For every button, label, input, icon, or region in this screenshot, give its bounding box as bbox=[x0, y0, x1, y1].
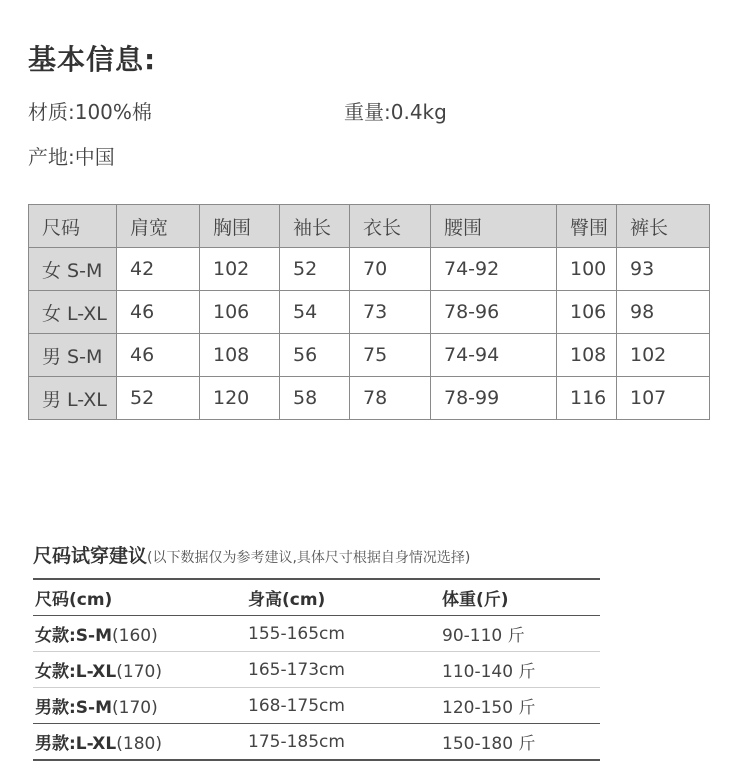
suggestion-size-value: (160) bbox=[112, 626, 158, 646]
suggestion-label: 女款:S-M bbox=[35, 626, 113, 646]
table-cell: 116 bbox=[557, 377, 617, 420]
table-cell: 52 bbox=[280, 248, 350, 291]
origin-text: 产地:中国 bbox=[28, 145, 115, 169]
suggestion-header: 体重(斤) bbox=[442, 590, 509, 610]
suggestion-height: 168-175cm bbox=[248, 695, 345, 716]
size-table-header: 肩宽 bbox=[117, 205, 200, 248]
material-text: 材质:100%棉 bbox=[28, 100, 152, 124]
table-cell: 102 bbox=[200, 248, 280, 291]
suggestion-label: 男款:L-XL bbox=[35, 734, 117, 754]
table-row bbox=[29, 248, 710, 291]
suggestion-size bbox=[33, 693, 248, 718]
table-cell: 120 bbox=[200, 377, 280, 420]
table-cell: 74-92 bbox=[431, 248, 557, 291]
table-row bbox=[33, 688, 600, 724]
suggestion-label: 女款:L-XL bbox=[35, 662, 117, 682]
table-cell: 54 bbox=[280, 291, 350, 334]
table-cell: 102 bbox=[617, 334, 710, 377]
table-cell: 70 bbox=[350, 248, 431, 291]
table-cell: 78 bbox=[350, 377, 431, 420]
table-row bbox=[33, 616, 600, 652]
suggestion-weight: 120-150 斤 bbox=[442, 698, 536, 718]
suggestion-note: (以下数据仅为参考建议,具体尺寸根据自身情况选择) bbox=[147, 550, 471, 566]
suggestion-weight: 150-180 斤 bbox=[442, 734, 536, 754]
table-cell: 107 bbox=[617, 377, 710, 420]
table-cell: 女 L-XL bbox=[29, 291, 117, 334]
suggestion-size-value: (170) bbox=[116, 662, 162, 682]
table-cell: 73 bbox=[350, 291, 431, 334]
table-cell: 108 bbox=[200, 334, 280, 377]
suggestion-weight: 110-140 斤 bbox=[442, 662, 536, 682]
table-cell: 106 bbox=[557, 291, 617, 334]
table-cell: 52 bbox=[117, 377, 200, 420]
suggestion-header-row bbox=[33, 578, 600, 616]
table-cell: 46 bbox=[117, 334, 200, 377]
weight-text: 重量:0.4kg bbox=[344, 100, 447, 124]
table-cell: 106 bbox=[200, 291, 280, 334]
table-row bbox=[29, 334, 710, 377]
table-cell: 女 S-M bbox=[29, 248, 117, 291]
suggestion-heading bbox=[33, 541, 470, 568]
table-cell: 74-94 bbox=[431, 334, 557, 377]
size-table-header: 衣长 bbox=[350, 205, 431, 248]
suggestion-table bbox=[33, 578, 600, 761]
table-row bbox=[33, 724, 600, 761]
basic-info-title: 基本信息: bbox=[28, 43, 157, 76]
table-cell: 100 bbox=[557, 248, 617, 291]
table-row bbox=[33, 652, 600, 688]
suggestion-title: 尺码试穿建议 bbox=[33, 545, 148, 567]
table-cell: 108 bbox=[557, 334, 617, 377]
size-table-header: 袖长 bbox=[280, 205, 350, 248]
table-cell: 75 bbox=[350, 334, 431, 377]
suggestion-height: 155-165cm bbox=[248, 623, 345, 644]
table-cell: 男 S-M bbox=[29, 334, 117, 377]
suggestion-header: 身高(cm) bbox=[248, 590, 326, 610]
suggestion-size bbox=[33, 621, 248, 646]
table-cell: 42 bbox=[117, 248, 200, 291]
size-table-header: 尺码 bbox=[29, 205, 117, 248]
table-cell: 男 L-XL bbox=[29, 377, 117, 420]
size-table-header: 臀围 bbox=[557, 205, 617, 248]
table-cell: 78-96 bbox=[431, 291, 557, 334]
suggestion-header: 尺码(cm) bbox=[35, 590, 113, 610]
table-row bbox=[29, 291, 710, 334]
table-cell: 78-99 bbox=[431, 377, 557, 420]
table-cell: 58 bbox=[280, 377, 350, 420]
size-table-header: 裤长 bbox=[617, 205, 710, 248]
table-cell: 46 bbox=[117, 291, 200, 334]
size-table-header: 腰围 bbox=[431, 205, 557, 248]
suggestion-size-value: (180) bbox=[116, 734, 162, 754]
size-table-header: 胸围 bbox=[200, 205, 280, 248]
suggestion-label: 男款:S-M bbox=[35, 698, 113, 718]
suggestion-weight: 90-110 斤 bbox=[442, 626, 525, 646]
size-table bbox=[28, 204, 710, 420]
suggestion-size bbox=[33, 657, 248, 682]
size-table-header-row bbox=[29, 205, 710, 248]
suggestion-height: 175-185cm bbox=[248, 731, 345, 752]
table-cell: 56 bbox=[280, 334, 350, 377]
suggestion-height: 165-173cm bbox=[248, 659, 345, 680]
table-row bbox=[29, 377, 710, 420]
suggestion-size-value: (170) bbox=[112, 698, 158, 718]
suggestion-size bbox=[33, 729, 248, 754]
table-cell: 93 bbox=[617, 248, 710, 291]
table-cell: 98 bbox=[617, 291, 710, 334]
